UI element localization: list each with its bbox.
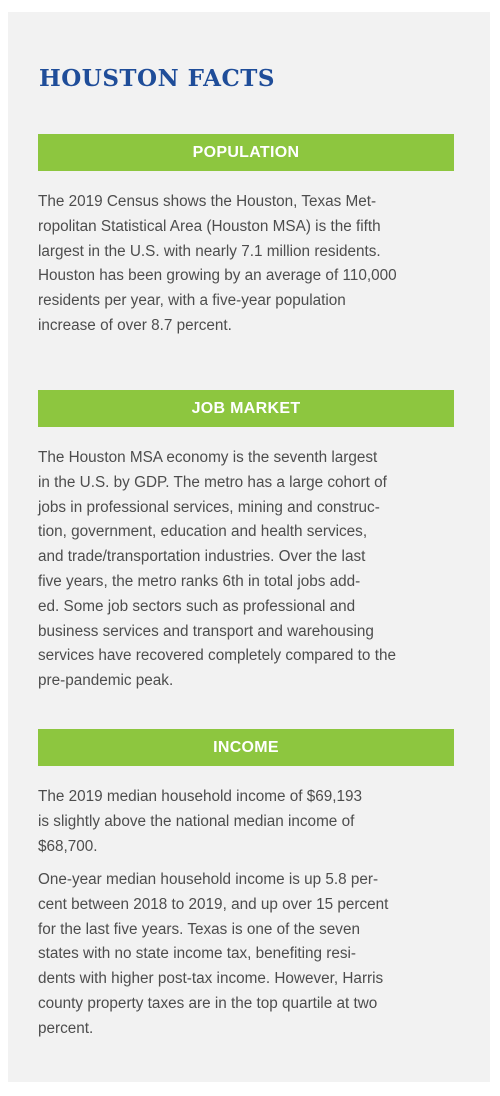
job-market-paragraph: The Houston MSA economy is the seventh largest in the U.S. by GDP. The metro has a large cohort of jobs in professional services, mining and construc- tion, government, education and health services, and trade/transportation industries. Over the last five years, the metro ranks 6th in total jobs add- ed. Some job sectors such as professional and business services and transport and warehousing services have recovered completely compared to the pre-pandemic peak. bbox=[38, 449, 396, 690]
houston-facts-panel bbox=[8, 12, 490, 1082]
section-heading-population: POPULATION bbox=[38, 134, 454, 171]
income-paragraph-2: One-year median household income is up 5.8 per- cent between 2018 to 2019, and up over 15 percent for the last five years. Texas is one of the seven states with no state income tax, benefiting resi- dents with higher post-tax income. However, Harris county property taxes are in the top quartile at two percent. bbox=[38, 871, 389, 1037]
section-heading-income: INCOME bbox=[38, 729, 454, 766]
population-paragraph: The 2019 Census shows the Houston, Texas Met- ropolitan Statistical Area (Houston MSA) is the fifth largest in the U.S. with nearly 7.1 million residents. Houston has been growing by an average of 110,000 residents per year, with a five-year population increase of over 8.7 percent. bbox=[38, 193, 397, 334]
section-heading-job-market: JOB MARKET bbox=[38, 390, 454, 427]
income-paragraph-1: The 2019 median household income of $69,193 is slightly above the national median income of $68,700. bbox=[38, 788, 363, 855]
panel-title: HOUSTON FACTS bbox=[39, 65, 275, 92]
